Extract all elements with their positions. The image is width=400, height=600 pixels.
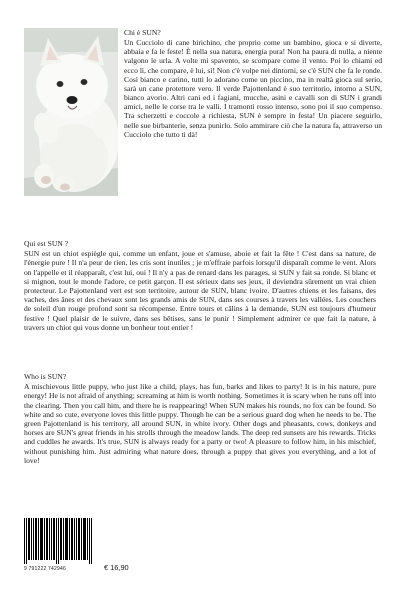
- italian-text: Un Cucciolo di cane birichino, che proprio come un bambino, gioca e si diverte, abbaia e fa le feste! È nella sua natura, energia pura! Non ha paura di nulla, a niente valgono le urla. A volte mi spavento, se scompare come il vento. Poi lo chiami ed ecco lì, che compare, è lui, sì! Non c'è volpe nei dintorni, se c'è SUN che fa le ronde. Così bianco e carino, tutti lo adorano come un piccino, ma in realtà gioca sul serio, sarà un cane protettore vero. Il verde Pajottenland è suo territorio, intorno a SUN, bianco avorio. Altri cani ed i fagiani, mucche, asini e cavalli son di SUN i grandi amici, nelle le corse tra le valli. I tramonti rosso intenso, sono poi il suo compenso. Tra scherzetti e coccole a richiesta, SUN è sempre in festa! Un piacere seguirlo, nelle sue birbanterie, senza punirlo. Solo ammirare ciò che la natura fa, attraverso un Cucciolo che tutto ti dà!: [124, 38, 382, 139]
- english-heading: Who is SUN?: [24, 372, 67, 381]
- french-heading: Qui est SUN ?: [24, 239, 69, 248]
- english-text: A mischievous little puppy, who just like a child, plays, has fun, barks and likes to party! It is in his nature, pure energy! He is not afraid of anything; screaming at him is worth nothing. Sometimes it is scary when he runs off into the clearing. Then you call him, and there he is reappearing! When SUN makes his rounds, no fox can be found. So white and so cute, everyone loves this little puppy. Though he can be a serious guard dog when he needs to be. The green Pajottenland is his territory, all around SUN, in white ivory. Other dogs and pheasants, cows, donkeys and horses are SUN's great friends in his strolls through the meadow lands. The deep red sunsets are his rewards. Tricks and cuddles he awards. It's true, SUN is always ready for a party or two! A pleasure to follow him, in his mischief, without punishing him. Just admiring what nature does, through a puppy that gives you everything, and a lot of love!: [24, 382, 376, 465]
- english-section: [24, 372, 376, 465]
- puppy-photo: [24, 28, 118, 196]
- french-section: [24, 239, 376, 332]
- price-label: € 16,90: [104, 563, 129, 572]
- barcode-bars: [24, 518, 94, 564]
- white-puppy-illustration: [24, 28, 118, 196]
- italian-heading: Chi è SUN?: [124, 28, 161, 37]
- italian-section: [124, 28, 382, 139]
- french-text: SUN est un chiot espiègle qui, comme un enfant, joue et s'amuse, aboie et fait la fête ! C'est dans sa nature, de l'énergie pure ! Il n'a peur de rien, les cris sont inutiles ; je m'effraie parfois lorsqu'il disparaît comme le vent. Alors on l'appelle et il réapparaît, c'est lui, oui ! Il n'y a pas de renard dans les parages, si SUN y fait sa ronde. Si blanc et si mignon, tout le monde l'adore, ce petit garçon. Il est sérieux dans ses jeux, il deviendra sûrement un vrai chien protecteur. Le Pajottenland vert est son territoire, autour de SUN, blanc ivoire. D'autres chiens et les faisans, des vaches, des ânes et des chevaux sont les grands amis de SUN, dans ses courses à travers les vallées. Les couchers de soleil d'un rouge profond sont sa récompense. Entre tours et câlins à la demande, SUN est toujours d'humeur festive ! Quel plaisir de le suivre, dans ses bêtises, sans le punir ! Simplement admirer ce que fait la nature, à travers un chiot qui vous donne un bonheur tout entier !: [24, 249, 376, 332]
- barcode-digits: 9 791222 742946: [24, 566, 66, 572]
